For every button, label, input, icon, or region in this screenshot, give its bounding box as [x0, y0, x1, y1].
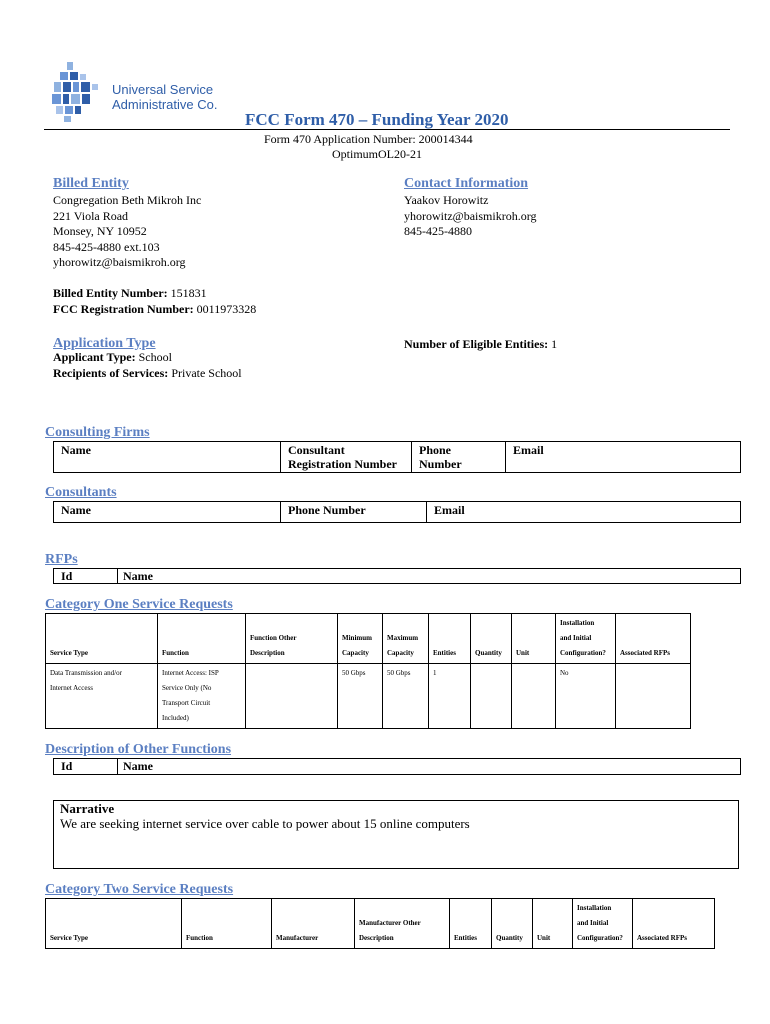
cat1-cell-service-type: Data Transmission and/or Internet Access: [46, 664, 158, 729]
consultants-heading: Consultants: [45, 485, 117, 500]
rfps-col-name: Name: [118, 569, 741, 584]
cat1-cell-function: Internet Access: ISP Service Only (No Transport Circuit Included): [158, 664, 246, 729]
consulting-firms-col-email: Email: [506, 442, 741, 473]
category-one-table: [45, 613, 691, 729]
recipients-of-services: Private School: [171, 365, 242, 380]
cat2-col-unit: Unit: [533, 899, 573, 949]
category-one-heading: Category One Service Requests: [45, 597, 233, 612]
billed-entity-name: Congregation Beth Mikroh Inc: [53, 193, 202, 207]
contact-phone: 845-425-4880: [404, 224, 472, 238]
cat2-col-entities: Entities: [450, 899, 492, 949]
contact-name: Yaakov Horowitz: [404, 193, 489, 207]
billed-entity-address2: Monsey, NY 10952: [53, 224, 147, 238]
cat2-col-associated-rfps: Associated RFPs: [633, 899, 715, 949]
cat1-cell-quantity: [471, 664, 512, 729]
other-functions-col-name: Name: [118, 759, 741, 775]
billed-entity-phone: 845-425-4880 ext.103: [53, 239, 160, 254]
cat1-col-max-capacity: Maximum Capacity: [383, 614, 429, 664]
usac-logo: [50, 60, 240, 130]
narrative-text: We are seeking internet service over cable to power about 15 online computers: [60, 816, 470, 831]
consultants-col-name: Name: [54, 502, 281, 523]
cat1-col-associated-rfps: Associated RFPs: [616, 614, 691, 664]
rfps-col-id: Id: [54, 569, 118, 584]
cat1-col-quantity: Quantity: [471, 614, 512, 664]
cat1-cell-associated-rfps: [616, 664, 691, 729]
header-rule: [44, 129, 730, 130]
rfps-heading: RFPs: [45, 552, 78, 567]
billed-entity-number-label: Billed Entity Number:: [53, 286, 168, 300]
contact-email: yhorowitz@baismikroh.org: [404, 208, 537, 223]
billed-entity-email: yhorowitz@baismikroh.org: [53, 255, 186, 269]
cat2-col-function: Function: [182, 899, 272, 949]
entity-numbers: [53, 286, 256, 317]
cat2-col-manufacturer-other: Manufacturer Other Description: [355, 899, 450, 949]
page-title: FCC Form 470 – Funding Year 2020: [245, 110, 509, 129]
rfps-table: [53, 568, 741, 584]
cat2-col-quantity: Quantity: [492, 899, 533, 949]
cat1-col-entities: Entities: [429, 614, 471, 664]
consulting-firms-col-registration: Consultant Registration Number: [281, 442, 412, 473]
contact-heading: Contact Information: [404, 176, 529, 191]
consulting-firms-heading: Consulting Firms: [45, 425, 150, 440]
cat1-cell-min-capacity: 50 Gbps: [338, 664, 383, 729]
usac-logo-mark-icon: [50, 60, 110, 126]
billed-entity-address1: 221 Viola Road: [53, 208, 129, 223]
eligible-entities-count: 1: [551, 337, 558, 351]
applicant-type-label: Applicant Type:: [53, 350, 136, 364]
billed-entity-number: 151831: [170, 286, 207, 300]
other-functions-table: [53, 758, 741, 775]
other-functions-heading: Description of Other Functions: [45, 742, 232, 757]
logo-line-2: Administrative Co.: [112, 97, 218, 112]
logo-line-1: Universal Service: [112, 82, 214, 97]
category-two-heading: Category Two Service Requests: [45, 882, 234, 897]
cat1-cell-installation: No: [556, 664, 616, 729]
application-nickname: OptimumOL20-21: [332, 147, 422, 161]
fcc-registration-label: FCC Registration Number:: [53, 301, 194, 316]
consulting-firms-col-name: Name: [54, 442, 281, 473]
narrative-label: Narrative: [60, 801, 115, 816]
cat1-cell-entities: 1: [429, 664, 471, 729]
consulting-firms-col-phone: Phone Number: [412, 442, 506, 473]
table-row: [46, 664, 691, 729]
cat1-col-installation: Installation and Initial Configuration?: [556, 614, 616, 664]
cat1-cell-max-capacity: 50 Gbps: [383, 664, 429, 729]
billed-entity-block: [53, 193, 201, 271]
applicant-type: School: [138, 350, 172, 364]
billed-entity-heading: Billed Entity: [53, 176, 129, 191]
application-type-heading: Application Type: [53, 336, 156, 351]
category-two-table: [45, 898, 715, 949]
cat2-col-installation: Installation and Initial Configuration?: [573, 899, 633, 949]
cat1-col-service-type: Service Type: [46, 614, 158, 664]
cat1-cell-unit: [512, 664, 556, 729]
application-type-block: [53, 350, 242, 381]
consulting-firms-table: [53, 441, 741, 473]
narrative-box: [53, 800, 739, 869]
cat1-cell-function-other: [246, 664, 338, 729]
fcc-registration-number: 0011973328: [196, 301, 257, 316]
eligible-entities: [404, 337, 557, 353]
cat2-col-manufacturer: Manufacturer: [272, 899, 355, 949]
eligible-entities-label: Number of Eligible Entities:: [404, 337, 549, 351]
consultants-table: [53, 501, 741, 523]
cat1-col-min-capacity: Minimum Capacity: [338, 614, 383, 664]
consultants-col-email: Email: [427, 502, 741, 523]
other-functions-col-id: Id: [54, 759, 118, 775]
cat1-col-unit: Unit: [512, 614, 556, 664]
consultants-col-phone: Phone Number: [281, 502, 427, 523]
contact-block: [404, 193, 536, 240]
recipients-label: Recipients of Services:: [53, 365, 169, 380]
cat1-col-function: Function: [158, 614, 246, 664]
application-number: Form 470 Application Number: 200014344: [264, 132, 473, 146]
cat2-col-service-type: Service Type: [46, 899, 182, 949]
cat1-col-function-other: Function Other Description: [246, 614, 338, 664]
